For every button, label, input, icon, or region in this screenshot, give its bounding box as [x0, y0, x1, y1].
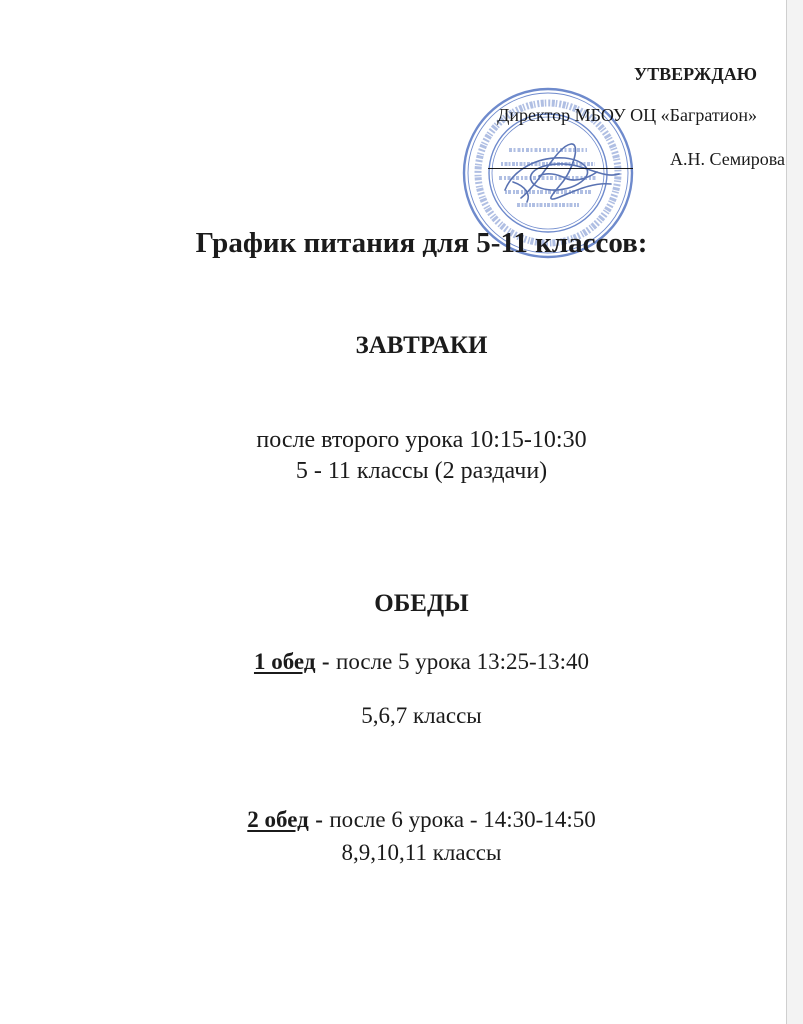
approval-position: Директор МБОУ ОЦ «Багратион»	[497, 105, 757, 125]
breakfast-time: после второго урока 10:15-10:30	[256, 427, 587, 453]
lunch-1-classes: 5,6,7 классы	[361, 703, 482, 728]
breakfast-title: ЗАВТРАКИ	[355, 332, 488, 359]
lunch-2-time: после 6 урока - 14:30-14:50	[329, 807, 596, 832]
breakfast-classes: 5 - 11 классы (2 раздачи)	[295, 458, 548, 484]
lunch-title: ОБЕДЫ	[374, 590, 469, 617]
lunch-1-separator: -	[321, 649, 330, 674]
lunch-1-label: 1 обед	[253, 649, 316, 674]
lunch-1-time: после 5 урока 13:25-13:40	[336, 649, 590, 674]
lunch-2-line	[40, 806, 803, 834]
page-edge	[786, 0, 803, 1024]
lunch-2-label: 2 обед	[247, 807, 309, 832]
approval-name: А.Н. Семирова	[670, 149, 785, 169]
lunch-1-line	[40, 648, 803, 676]
page-title: График питания для 5-11 классов:	[195, 227, 648, 259]
lunch-2-classes: 8,9,10,11 классы	[341, 840, 502, 865]
approval-title: УТВЕРЖДАЮ	[633, 64, 757, 84]
lunch-2-separator: -	[315, 807, 323, 832]
